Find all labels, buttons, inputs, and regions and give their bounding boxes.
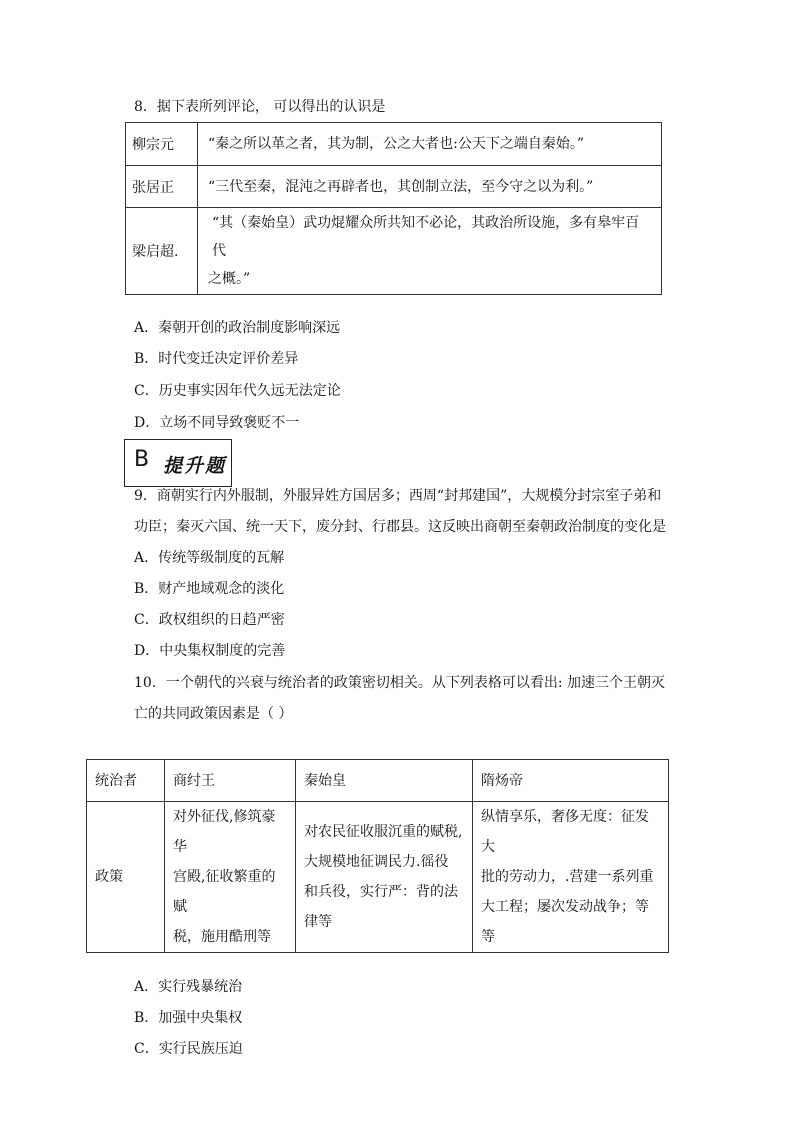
section-letter: B bbox=[134, 447, 150, 472]
q9-stem-line1: 9．商朝实行内外服制，外服异姓方国居多；西周“封邦建国”，大规模分封宗室子弟和 bbox=[134, 488, 662, 504]
q10-option-c[interactable]: C．实行民族压迫 bbox=[134, 1041, 243, 1057]
quote-line: “其（秦始皇）武功焜耀众所共知不必论，其政治所设施，多有皋牢百代 bbox=[212, 215, 640, 259]
table-row bbox=[126, 123, 662, 166]
cell-line: 对农民征收服沉重的赋税, bbox=[304, 824, 463, 840]
header-qin: 秦始皇 bbox=[296, 760, 473, 802]
q8-option-b[interactable]: B．时代变迁决定评价差异 bbox=[134, 351, 299, 367]
header-sui: 隋炀帝 bbox=[473, 760, 669, 802]
critic-name: 张居正 bbox=[126, 166, 198, 208]
table-row bbox=[126, 208, 662, 295]
q9-option-d[interactable]: D．中央集权制度的完善 bbox=[134, 643, 286, 659]
header-ruler: 统治者 bbox=[87, 760, 165, 802]
policy-shang bbox=[165, 802, 296, 953]
cell-line: 税，施用酷刑等 bbox=[173, 929, 271, 945]
q9-option-a[interactable]: A．传统等级制度的瓦解 bbox=[134, 550, 285, 566]
critic-quote: “三代至秦，混沌之再辟者也，其创制立法，至今守之以为利。” bbox=[198, 166, 662, 208]
q9-option-b[interactable]: B．财产地域观念的淡化 bbox=[134, 581, 285, 597]
quote-line: 之概。” bbox=[208, 271, 251, 287]
critic-name: 梁启超. bbox=[126, 208, 198, 295]
table-row bbox=[126, 166, 662, 208]
q10-stem-line1: 10．一个朝代的兴衰与统治者的政策密切相关。从下列表格可以看出: 加速三个王朝灭 bbox=[134, 675, 665, 691]
section-label: 提升题 bbox=[163, 455, 227, 477]
row-label-policy: 政策 bbox=[87, 802, 165, 953]
q8-option-d[interactable]: D．立场不同导致褒贬不一 bbox=[134, 415, 300, 431]
q9-stem-line2: 功臣；秦灭六国、统一天下，废分封、行郡县。这反映出商朝至秦朝政治制度的变化是 bbox=[134, 519, 666, 535]
q10-table bbox=[86, 759, 669, 953]
cell-line: 律等 bbox=[304, 914, 332, 930]
cell-line: 大工程；屡次发动战争；等等 bbox=[481, 899, 649, 945]
cell-line: 对外征伐,修筑豪华 bbox=[173, 809, 276, 855]
cell-line: 宫殿,征收繁重的赋 bbox=[173, 869, 276, 915]
q8-option-c[interactable]: C．历史事实因年代久远无法定论 bbox=[134, 383, 341, 399]
critic-quote: “秦之所以革之者，其为制，公之大者也:公天下之端自秦始。” bbox=[198, 123, 662, 166]
q10-option-b[interactable]: B．加强中央集权 bbox=[134, 1010, 243, 1026]
cell-line: 批的劳动力，.营建一系列重 bbox=[481, 869, 654, 885]
cell-line: 纵情享乐，奢侈无度：征发大 bbox=[481, 809, 649, 855]
header-shang: 商纣王 bbox=[165, 760, 296, 802]
q10-stem-line2: 亡的共同政策因素是（ ） bbox=[134, 706, 293, 722]
table-row bbox=[87, 760, 669, 802]
table-row bbox=[87, 802, 669, 953]
critic-name: 柳宗元 bbox=[126, 123, 198, 166]
policy-sui bbox=[473, 802, 669, 953]
q8-table bbox=[125, 122, 662, 295]
q10-option-a[interactable]: A．实行残暴统治 bbox=[134, 979, 243, 995]
q8-stem: 8．据下表所列评论， 可以得出的认识是 bbox=[134, 99, 386, 115]
policy-qin bbox=[296, 802, 473, 953]
q8-option-a[interactable]: A．秦朝开创的政治制度影响深远 bbox=[134, 320, 341, 336]
q9-option-c[interactable]: C．政权组织的日趋严密 bbox=[134, 612, 285, 628]
cell-line: 大规模地征调民力.徭役 bbox=[304, 854, 449, 870]
cell-line: 和兵役，实行严：背的法 bbox=[304, 884, 458, 900]
critic-quote bbox=[198, 208, 662, 295]
section-heading bbox=[124, 439, 232, 487]
